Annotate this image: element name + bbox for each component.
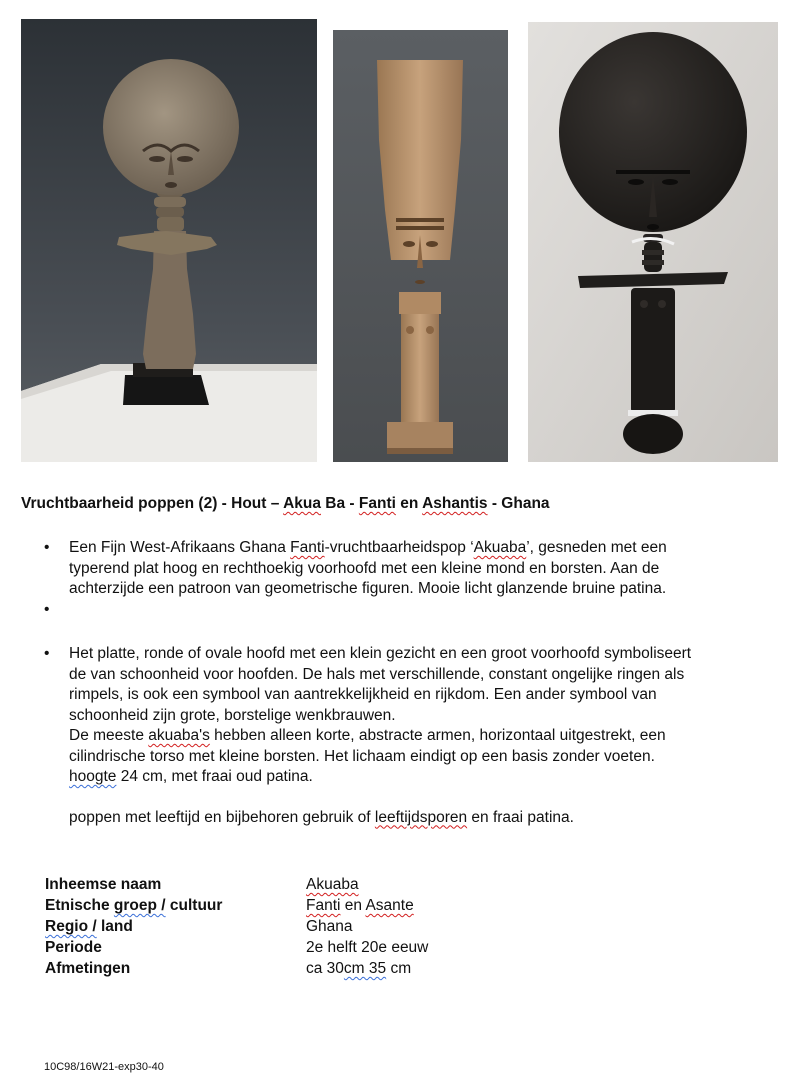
akuaba-figure-rectangular-head-image: [333, 30, 508, 462]
property-row-period: Periode 2e helft 20e eeuw: [45, 939, 429, 956]
note-paragraph: poppen met leeftijd en bijbehoren gebruik of leeftijdsporen en fraai patina.: [69, 808, 574, 826]
property-row-region: Regio / land Ghana: [45, 918, 353, 935]
bullet-symbolism: • Het platte, ronde of ovale hoofd met een klein gezicht en een groot voorhoofd symboliseert de van schoonheid voor hoofden. De hals met verschillende, constant ongelijke ringen als rimpels, is ook een symbool van aantrekkelijkheid en rijkdom. Een ander symbool van schoonheid zijn grote, borstelige wenkbrauwen. De meeste akuaba's hebben alleen korte, abstracte armen, horizontaal uitgestrekt, een cilindrische torso met kleine borsten. Het lichaam eindigt op een basis zonder voeten. hoogte 24 cm, met fraai oud patina.: [44, 645, 692, 785]
photo-akuaba-1: [21, 19, 317, 462]
akuaba-figure-round-head-image: [21, 19, 317, 462]
akuaba-figure-dark-round-head-image: [528, 22, 778, 462]
photo-akuaba-3: [528, 22, 778, 462]
bullet-empty: •: [44, 600, 50, 618]
property-row-native-name: Inheemse naam Akuaba: [45, 876, 359, 893]
description-bullet-list: [44, 538, 784, 828]
properties-table: [45, 874, 428, 979]
property-row-dimensions: Afmetingen ca 30cm 35 cm: [45, 960, 412, 977]
bullet-description: • Een Fijn West-Afrikaans Ghana Fanti-vruchtbaarheidspop ‘Akuaba’, gesneden met een typerend plat hoog en rechthoekig voorhoofd met een kleine mond en borsten. Aan de achterzijde een patroon van geometrische figuren. Mooie licht glanzende bruine patina.: [44, 539, 667, 597]
document-title: Vruchtbaarheid poppen (2) - Hout – Akua Ba - Fanti en Ashantis - Ghana: [21, 495, 550, 512]
property-row-ethnic-group: Etnische groep / cultuur Fanti en Asante: [45, 897, 414, 914]
document-reference-code: 10C98/16W21-exp30-40: [44, 1061, 164, 1073]
photo-akuaba-2: [333, 30, 508, 462]
